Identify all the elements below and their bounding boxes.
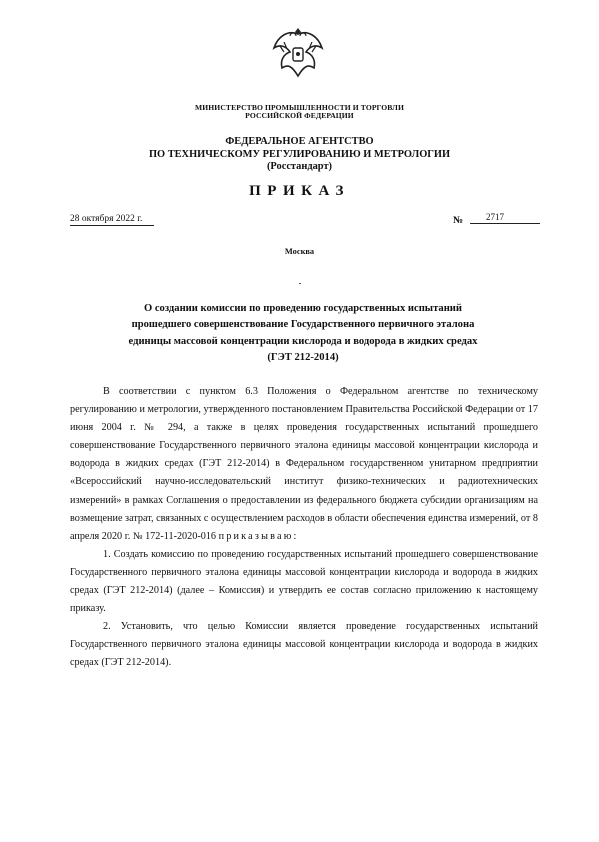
- agency-name: [0, 136, 599, 174]
- ministry-line-2: РОССИЙСКОЙ ФЕДЕРАЦИИ: [245, 111, 354, 120]
- order-date: 28 октября 2022 г.: [70, 213, 154, 226]
- ministry-name: [0, 104, 599, 120]
- city: Москва: [284, 247, 315, 256]
- item-1: 1. Создать комиссию по проведению государственных испытаний прошедшего совершенствование Государственного первичного эталона единицы массовой концентрации кислорода и водорода в жидких средах (ГЭТ 212-2014) (далее – Комиссия) и утвердить ее состав согласно приложению к настоящему приказу.: [70, 548, 538, 615]
- agency-line-3: (Росстандарт): [266, 161, 333, 172]
- preamble-paragraph: [70, 383, 538, 546]
- divider-dot: [299, 283, 301, 284]
- coat-of-arms-icon: [268, 22, 328, 82]
- number-label: №: [453, 215, 464, 226]
- order-body: [70, 383, 538, 673]
- order-number: 2717: [470, 211, 540, 224]
- ministry-line-1: МИНИСТЕРСТВО ПРОМЫШЛЕННОСТИ И ТОРГОВЛИ: [195, 103, 404, 112]
- order-word: приказываю:: [218, 530, 299, 542]
- order-subject: [78, 301, 528, 366]
- agency-line-2: ПО ТЕХНИЧЕСКОМУ РЕГУЛИРОВАНИЮ И МЕТРОЛОГИИ: [148, 148, 451, 160]
- subject-line-3: единицы массовой концентрации кислорода и водорода в жидких средах: [128, 335, 478, 347]
- subject-line-1: О создании комиссии по проведению государственных испытаний: [143, 303, 463, 314]
- document-type-title: ПРИКАЗ: [249, 183, 350, 199]
- item-2: 2. Установить, что целью Комиссии является проведение государственных испытаний Государственного первичного эталона единицы массовой концентрации кислорода и водорода в жидких средах (ГЭТ 212-2014).: [70, 621, 538, 669]
- agency-line-1: ФЕДЕРАЛЬНОЕ АГЕНТСТВО: [225, 136, 374, 147]
- subject-line-2: прошедшего совершенствование Государственного первичного эталона: [131, 319, 475, 331]
- subject-line-4: (ГЭТ 212-2014): [267, 351, 339, 363]
- preamble-text: В соответствии с пунктом 6.3 Положения о Федеральном агентстве по техническому регулированию и метрологии, утвержденного постановлением Правительства Российской Федерации от 17 июня 2004 г. № 294, а также в целях проведения государственных испытаний прошедшего совершенствование Государственного первичного эталона единицы массовой концентрации кислорода и водорода в жидких средах (ГЭТ 212-2014) в Федеральном государственном унитарном предприятии «Всероссийский научно-исследовательский институт физико-технических и радиотехнических измерений» в рамках Соглашения о предоставлении из федерального бюджета субсидии организациям на возмещение затрат, связанных с осуществлением расходов в области обеспечения единства измерений, от 8 апреля 2020 г. № 172-11-2020-016: [70, 386, 538, 542]
